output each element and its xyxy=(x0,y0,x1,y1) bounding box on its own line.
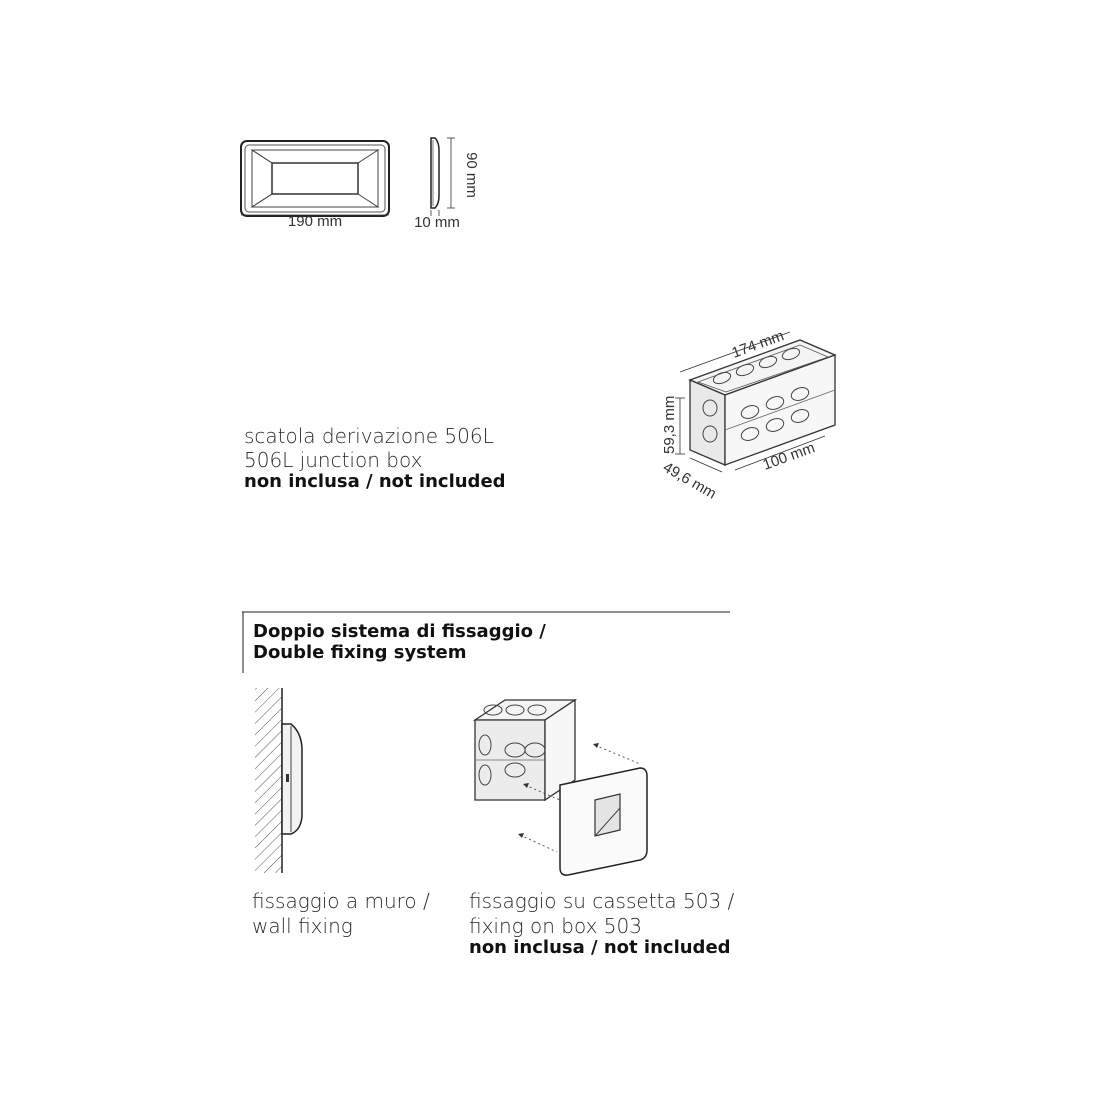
svg-text:90 mm: 90 mm xyxy=(463,152,480,198)
svg-text:100 mm: 100 mm xyxy=(760,439,818,474)
junction-box-note: non inclusa / not included xyxy=(244,471,506,492)
junction-box-title-en: 506L junction box xyxy=(244,448,423,472)
box-fixing-label-en: fixing on box 503 xyxy=(469,914,642,938)
depth-dimension-label xyxy=(405,210,475,240)
width-dimension-label xyxy=(230,208,400,238)
svg-text:174 mm: 174 mm xyxy=(729,327,787,362)
svg-text:10 mm: 10 mm xyxy=(414,214,460,231)
height-dimension-label xyxy=(450,140,480,210)
fixing-heading-it: Doppio sistema di fissaggio / xyxy=(253,621,546,642)
svg-text:59,3 mm: 59,3 mm xyxy=(661,395,678,454)
wall-fixing-label-it: fissaggio a muro / xyxy=(252,889,430,913)
svg-text:49,6 mm: 49,6 mm xyxy=(660,458,720,503)
box-503-fixing-drawing xyxy=(465,690,665,875)
junction-box-dimension-labels xyxy=(650,327,850,510)
box-fixing-note: non inclusa / not included xyxy=(469,937,731,958)
box-fixing-label-it: fissaggio su cassetta 503 / xyxy=(469,889,735,913)
svg-text:190 mm: 190 mm xyxy=(287,213,343,230)
fixing-heading-en: Double fixing system xyxy=(253,642,467,663)
wall-fixing-drawing xyxy=(245,688,335,878)
wall-fixing-label-en: wall fixing xyxy=(252,914,353,938)
junction-box-title-it: scatola derivazione 506L xyxy=(244,424,494,448)
